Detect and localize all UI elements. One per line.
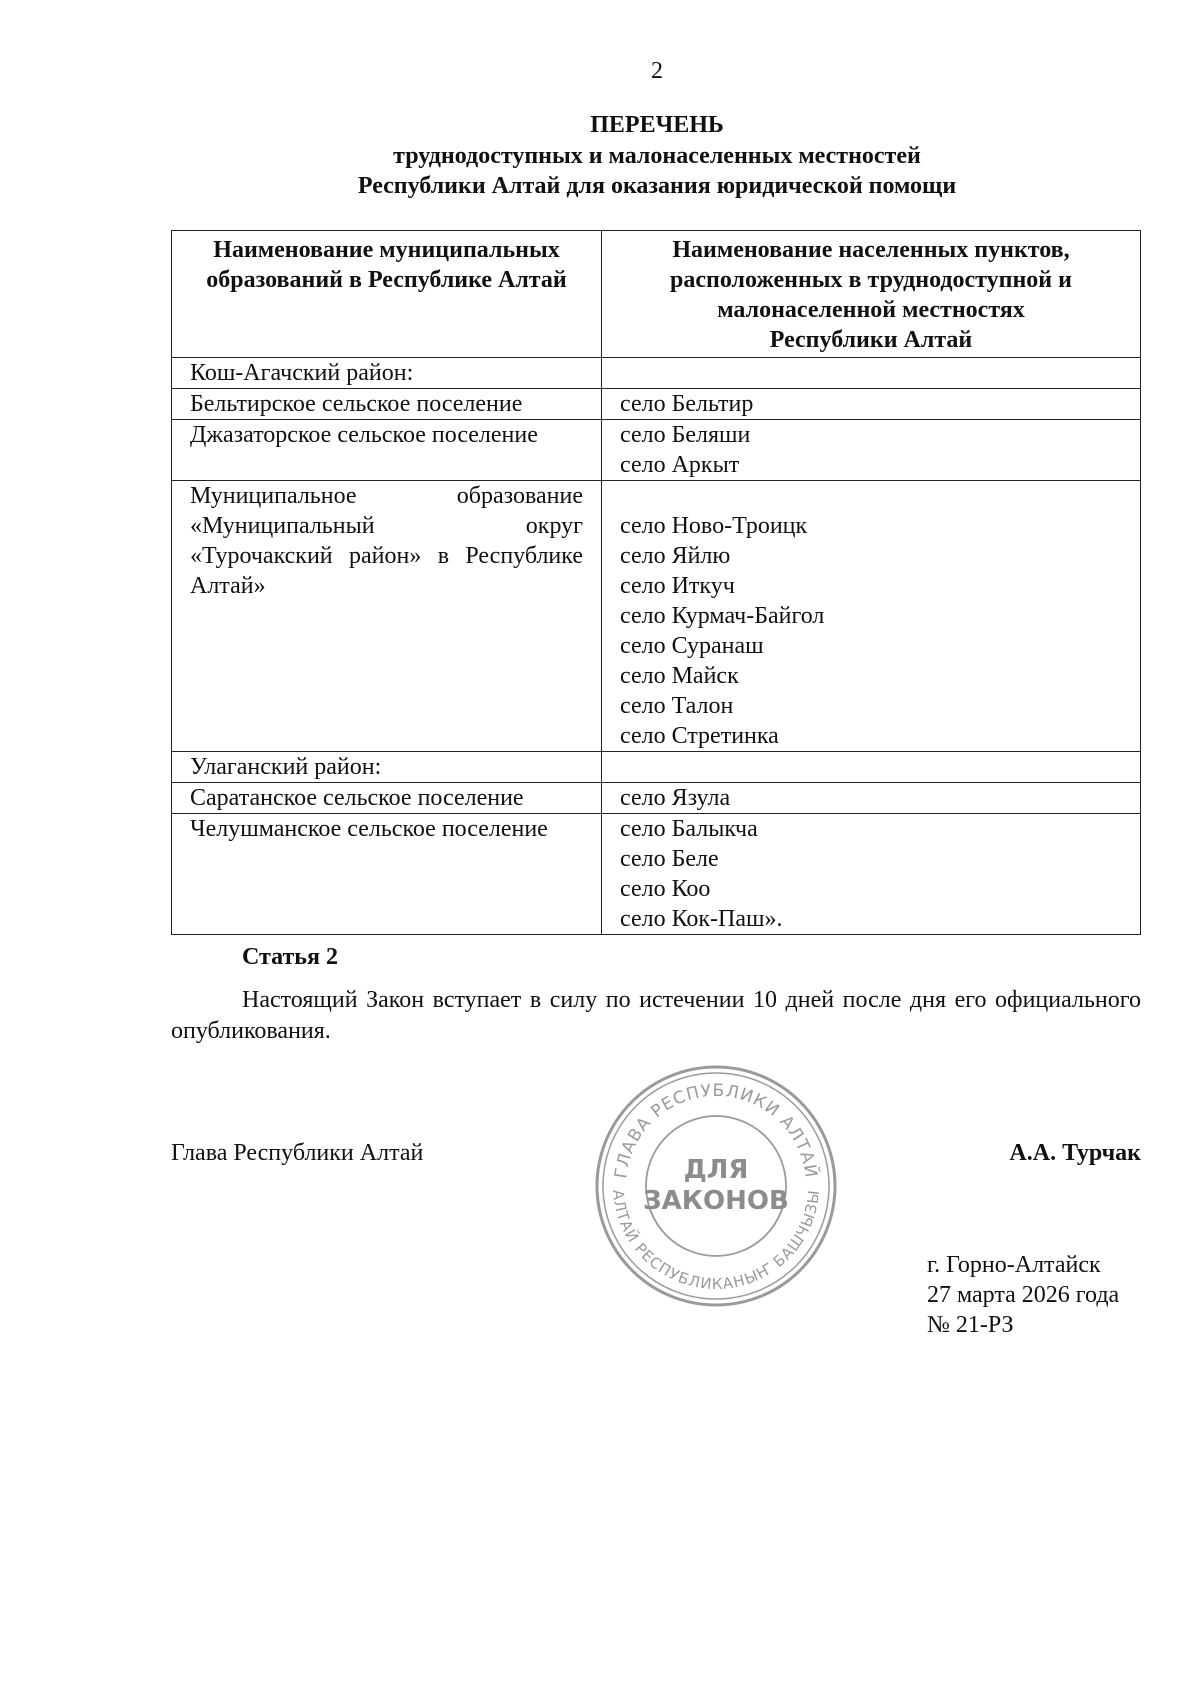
settlements-cell (602, 389, 1141, 420)
signer-title: Глава Республики Алтай (171, 1140, 424, 1166)
law-number: № 21-РЗ (927, 1312, 1014, 1338)
settlement-item: село Курмач-Байгол (620, 603, 825, 629)
settlement-item: село Талон (620, 693, 734, 719)
table-row (172, 420, 1141, 481)
header-settlements (602, 231, 1141, 358)
official-seal (593, 1063, 839, 1309)
table-row (172, 783, 1141, 814)
header-line: расположенных в труднодоступной и (670, 267, 1072, 293)
place-date-block (927, 1250, 1119, 1340)
settlements-table (171, 230, 1141, 935)
settlement-item: село Суранаш (620, 633, 764, 659)
header-line: Наименование муниципальных (213, 237, 560, 263)
table-row (172, 358, 1141, 389)
header-line: малонаселенной местностях (717, 297, 1025, 323)
table-row (172, 389, 1141, 420)
settlement-item: село Майск (620, 663, 739, 689)
article-heading: Статья 2 (242, 944, 338, 970)
document-subtitle-line-2: Республики Алтай для оказания юридической помощи (357, 173, 957, 199)
settlements-cell (602, 420, 1141, 481)
settlements-cell (602, 783, 1141, 814)
header-line: Наименование населенных пунктов, (672, 237, 1070, 263)
seal-text-bottom: АЛТАЙ РЕСПУБЛИКАНЫҤ БАШЧЫЗЫ (608, 1188, 824, 1294)
settlements-cell (602, 752, 1141, 783)
table-row (172, 752, 1141, 783)
page-number: 2 (651, 58, 663, 84)
settlements-cell (602, 814, 1141, 935)
municipality-cell: Челушманское сельское поселение (172, 814, 602, 935)
settlement-item: село Иткуч (620, 573, 735, 599)
municipality-cell: Улаганский район: (172, 752, 602, 783)
seal-center-line-1: ДЛЯ (683, 1155, 749, 1185)
header-municipalities (172, 231, 602, 358)
settlement-item: село Кок-Паш». (620, 906, 783, 932)
table-row (172, 481, 1141, 752)
municipality-cell: Муниципальное образование «Муниципальный округ «Турочакский район» в Республике Алтай» (172, 481, 602, 752)
seal-text-top: ГЛАВА РЕСПУБЛИКИ АЛТАЙ (611, 1080, 821, 1180)
settlement-item: село Балыкча (620, 816, 758, 842)
settlement-item: село Стретинка (620, 723, 779, 749)
law-date: 27 марта 2026 года (927, 1282, 1120, 1308)
settlement-item: село Бельтир (620, 391, 754, 417)
article-text: Настоящий Закон вступает в силу по истечении 10 дней после дня его официального опубликования. (171, 987, 1141, 1044)
municipality-cell: Бельтирское сельское поселение (172, 389, 602, 420)
settlements-cell (602, 358, 1141, 389)
signer-name: А.А. Турчак (1009, 1140, 1141, 1166)
settlement-item: село Язула (620, 785, 731, 811)
municipality-cell: Джазаторское сельское поселение (172, 420, 602, 481)
place-city: г. Горно-Алтайск (927, 1252, 1101, 1278)
document-subtitle-line-1: труднодоступных и малонаселенных местностей (393, 143, 921, 169)
settlement-item: село Беле (620, 846, 719, 872)
settlements-cell (602, 481, 1141, 752)
settlement-item: село Ново-Троицк (620, 513, 808, 539)
settlement-item: село Аркыт (620, 452, 740, 478)
municipality-cell: Кош-Агачский район: (172, 358, 602, 389)
table-row (172, 814, 1141, 935)
settlement-item: село Коо (620, 876, 711, 902)
settlement-item: село Беляши (620, 422, 751, 448)
municipality-cell: Саратанское сельское поселение (172, 783, 602, 814)
header-line: Республики Алтай (769, 327, 973, 353)
header-line: образований в Республике Алтай (206, 267, 567, 293)
settlement-item: село Яйлю (620, 543, 731, 569)
table-header-row (172, 231, 1141, 358)
document-title: ПЕРЕЧЕНЬ (590, 112, 724, 138)
seal-center-line-2: ЗАКОНОВ (643, 1186, 789, 1216)
